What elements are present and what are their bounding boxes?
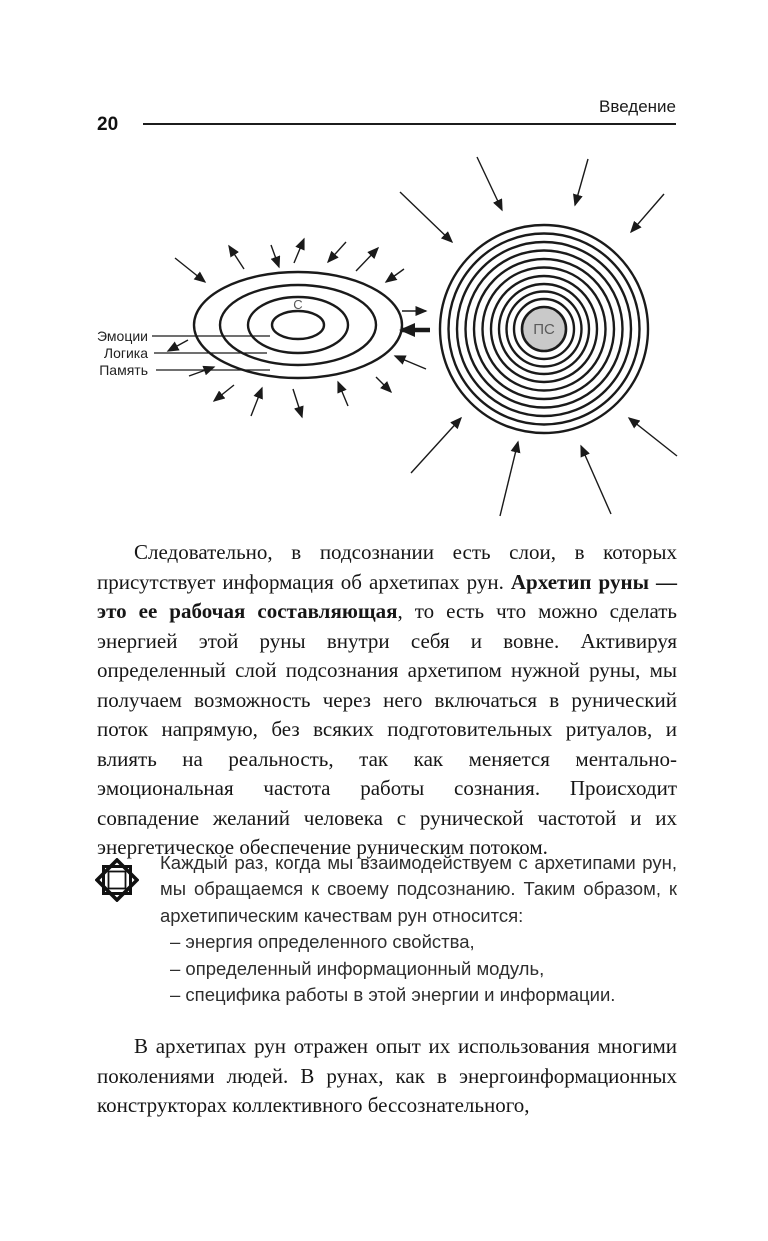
label-emotions: Эмоции	[97, 328, 148, 344]
flow-arrow	[395, 356, 426, 369]
paragraph-intro: Следовательно, в подсознании есть слои, в которых присутствует информация об архетипах рун. Архетип руны — это ее рабочая составляющая, то есть что можно сделать энергией этой руны внутри себя и вовне. Активируя определенный слой подсознания архетипом нужной руны, мы получаем возможность через него включаться в рунический поток напрямую, без всяких подготовительных ритуалов, и влиять на реальность, так как меняется ментально-эмоциональная частота работы сознания. Происходит совпадение желаний человека с рунической частотой и их энергетическое обеспечение руническим потоком.	[97, 540, 677, 859]
conscious-flow-arrows	[168, 239, 426, 417]
layer-pointer-lines	[152, 336, 270, 370]
flow-arrow	[229, 246, 244, 269]
flow-arrow	[575, 159, 588, 205]
note-list-item: – определенный информационный модуль,	[170, 957, 545, 979]
eight-pointed-star-icon	[95, 858, 139, 902]
flow-arrow	[386, 269, 404, 282]
subconscious-core-label: ПС	[533, 321, 555, 338]
conscious-center-label: С	[293, 297, 303, 312]
flow-arrow	[376, 377, 391, 392]
flow-arrow	[338, 382, 348, 406]
flow-arrow	[271, 245, 279, 267]
flow-arrow	[293, 389, 302, 417]
paragraph-closing: В архетипах рун отражен опыт их использования многими поколениями людей. В рунах, как в энергоинформационных конструкторах коллективного бессознательного,	[97, 1034, 677, 1117]
flow-arrow	[400, 192, 452, 242]
label-memory: Память	[99, 362, 148, 378]
flow-arrow	[477, 157, 502, 210]
conscious-ellipses	[194, 272, 402, 378]
flow-arrow	[629, 418, 677, 456]
label-logic: Логика	[103, 345, 148, 361]
flow-arrow	[356, 248, 378, 271]
flow-arrow	[189, 367, 214, 376]
flow-arrow	[411, 418, 461, 473]
note-text: Каждый раз, когда мы взаимодействуем с архетипами рун, мы обращаемся к своему подсознанию. Таким образом, к архетипическим качествам рун относится:	[160, 852, 677, 926]
flow-arrow	[175, 258, 205, 282]
page-number: 20	[97, 114, 119, 135]
note-list-item: – специфика работы в этой энергии и информации.	[170, 984, 616, 1006]
flow-arrow	[581, 446, 611, 514]
note-list-item: – энергия определенного свойства,	[170, 931, 475, 953]
flow-arrow	[294, 239, 304, 263]
flow-arrow	[214, 385, 234, 401]
layer-labels	[97, 328, 148, 378]
flow-arrow	[500, 442, 518, 516]
header-rule	[143, 123, 676, 125]
note-block	[95, 850, 677, 1008]
flow-arrow	[168, 340, 188, 351]
header-title: Введение	[599, 97, 676, 116]
subconscious-diagram	[85, 140, 685, 535]
flow-arrow	[328, 242, 346, 262]
flow-arrow	[631, 194, 664, 232]
note-body	[160, 850, 677, 1008]
flow-arrow	[251, 388, 262, 416]
